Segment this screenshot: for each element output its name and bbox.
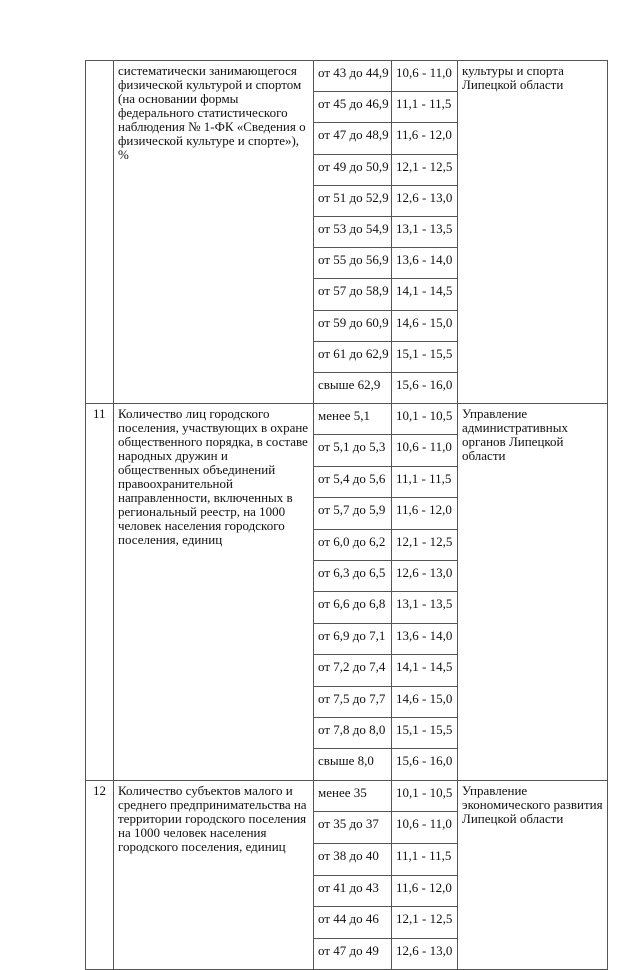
value-range: от 47 до 48,9 [314, 123, 392, 154]
value-range: от 7,8 до 8,0 [314, 717, 392, 748]
indicator-name: Количество лиц городского поселения, участвующих в охране общественного порядка, в составе народных дружин и общественных объединений правоохранительной направленности, включенных в региональный реестр, на 1000 человек населения городского поселения, единиц [114, 404, 314, 781]
table-row [86, 780, 608, 812]
value-range: от 5,7 до 5,9 [314, 498, 392, 529]
indicator-number [86, 61, 114, 404]
value-range: от 55 до 56,9 [314, 248, 392, 279]
score-points: 14,6 - 15,0 [392, 310, 458, 341]
score-points: 11,1 - 11,5 [392, 843, 458, 875]
indicator-name: систематически занимающегося физической культурой и спортом (на основании формы федерального статистического наблюдения № 1-ФК «Сведения о физической культуре и спорте»), % [114, 61, 314, 404]
value-range: свыше 8,0 [314, 749, 392, 780]
value-range: от 61 до 62,9 [314, 341, 392, 372]
value-range: менее 5,1 [314, 404, 392, 435]
score-points: 12,6 - 13,0 [392, 938, 458, 970]
value-range: от 38 до 40 [314, 843, 392, 875]
value-range: свыше 62,9 [314, 372, 392, 403]
value-range: от 49 до 50,9 [314, 154, 392, 185]
indicator-number: 12 [86, 780, 114, 970]
value-range: от 7,2 до 7,4 [314, 655, 392, 686]
indicator-name: Количество субъектов малого и среднего предпринимательства на территории городского поселения на 1000 человек населения городского поселения, единиц [114, 780, 314, 970]
score-points: 12,1 - 12,5 [392, 907, 458, 939]
score-points: 11,6 - 12,0 [392, 875, 458, 907]
indicator-table [85, 60, 608, 970]
value-range: от 6,6 до 6,8 [314, 592, 392, 623]
value-range: от 53 до 54,9 [314, 216, 392, 247]
score-points: 10,6 - 11,0 [392, 812, 458, 844]
value-range: от 45 до 46,9 [314, 92, 392, 123]
score-points: 14,1 - 14,5 [392, 655, 458, 686]
score-points: 12,1 - 12,5 [392, 154, 458, 185]
score-points: 10,1 - 10,5 [392, 780, 458, 812]
score-points: 11,1 - 11,5 [392, 92, 458, 123]
value-range: от 5,4 до 5,6 [314, 466, 392, 497]
score-points: 13,6 - 14,0 [392, 248, 458, 279]
score-points: 13,1 - 13,5 [392, 216, 458, 247]
score-points: 10,1 - 10,5 [392, 404, 458, 435]
score-points: 13,1 - 13,5 [392, 592, 458, 623]
score-points: 15,1 - 15,5 [392, 717, 458, 748]
value-range: от 41 до 43 [314, 875, 392, 907]
score-points: 12,6 - 13,0 [392, 561, 458, 592]
value-range: от 57 до 58,9 [314, 279, 392, 310]
table-row [86, 404, 608, 435]
score-points: 10,6 - 11,0 [392, 435, 458, 466]
value-range: от 59 до 60,9 [314, 310, 392, 341]
score-points: 10,6 - 11,0 [392, 61, 458, 92]
responsible-organ: культуры и спорта Липецкой области [458, 61, 608, 404]
table-row [86, 61, 608, 92]
value-range: от 7,5 до 7,7 [314, 686, 392, 717]
indicator-table-body [86, 61, 608, 970]
score-points: 15,6 - 16,0 [392, 749, 458, 780]
score-points: 11,6 - 12,0 [392, 123, 458, 154]
value-range: от 6,3 до 6,5 [314, 561, 392, 592]
score-points: 11,6 - 12,0 [392, 498, 458, 529]
value-range: от 47 до 49 [314, 938, 392, 970]
value-range: от 43 до 44,9 [314, 61, 392, 92]
responsible-organ: Управление экономического развития Липецкой области [458, 780, 608, 970]
score-points: 15,1 - 15,5 [392, 341, 458, 372]
value-range: менее 35 [314, 780, 392, 812]
value-range: от 51 до 52,9 [314, 185, 392, 216]
score-points: 12,1 - 12,5 [392, 529, 458, 560]
score-points: 15,6 - 16,0 [392, 372, 458, 403]
value-range: от 6,9 до 7,1 [314, 623, 392, 654]
score-points: 12,6 - 13,0 [392, 185, 458, 216]
value-range: от 44 до 46 [314, 907, 392, 939]
score-points: 14,6 - 15,0 [392, 686, 458, 717]
score-points: 14,1 - 14,5 [392, 279, 458, 310]
value-range: от 35 до 37 [314, 812, 392, 844]
score-points: 11,1 - 11,5 [392, 466, 458, 497]
value-range: от 6,0 до 6,2 [314, 529, 392, 560]
score-points: 13,6 - 14,0 [392, 623, 458, 654]
responsible-organ: Управление административных органов Липецкой области [458, 404, 608, 781]
indicator-number: 11 [86, 404, 114, 781]
value-range: от 5,1 до 5,3 [314, 435, 392, 466]
